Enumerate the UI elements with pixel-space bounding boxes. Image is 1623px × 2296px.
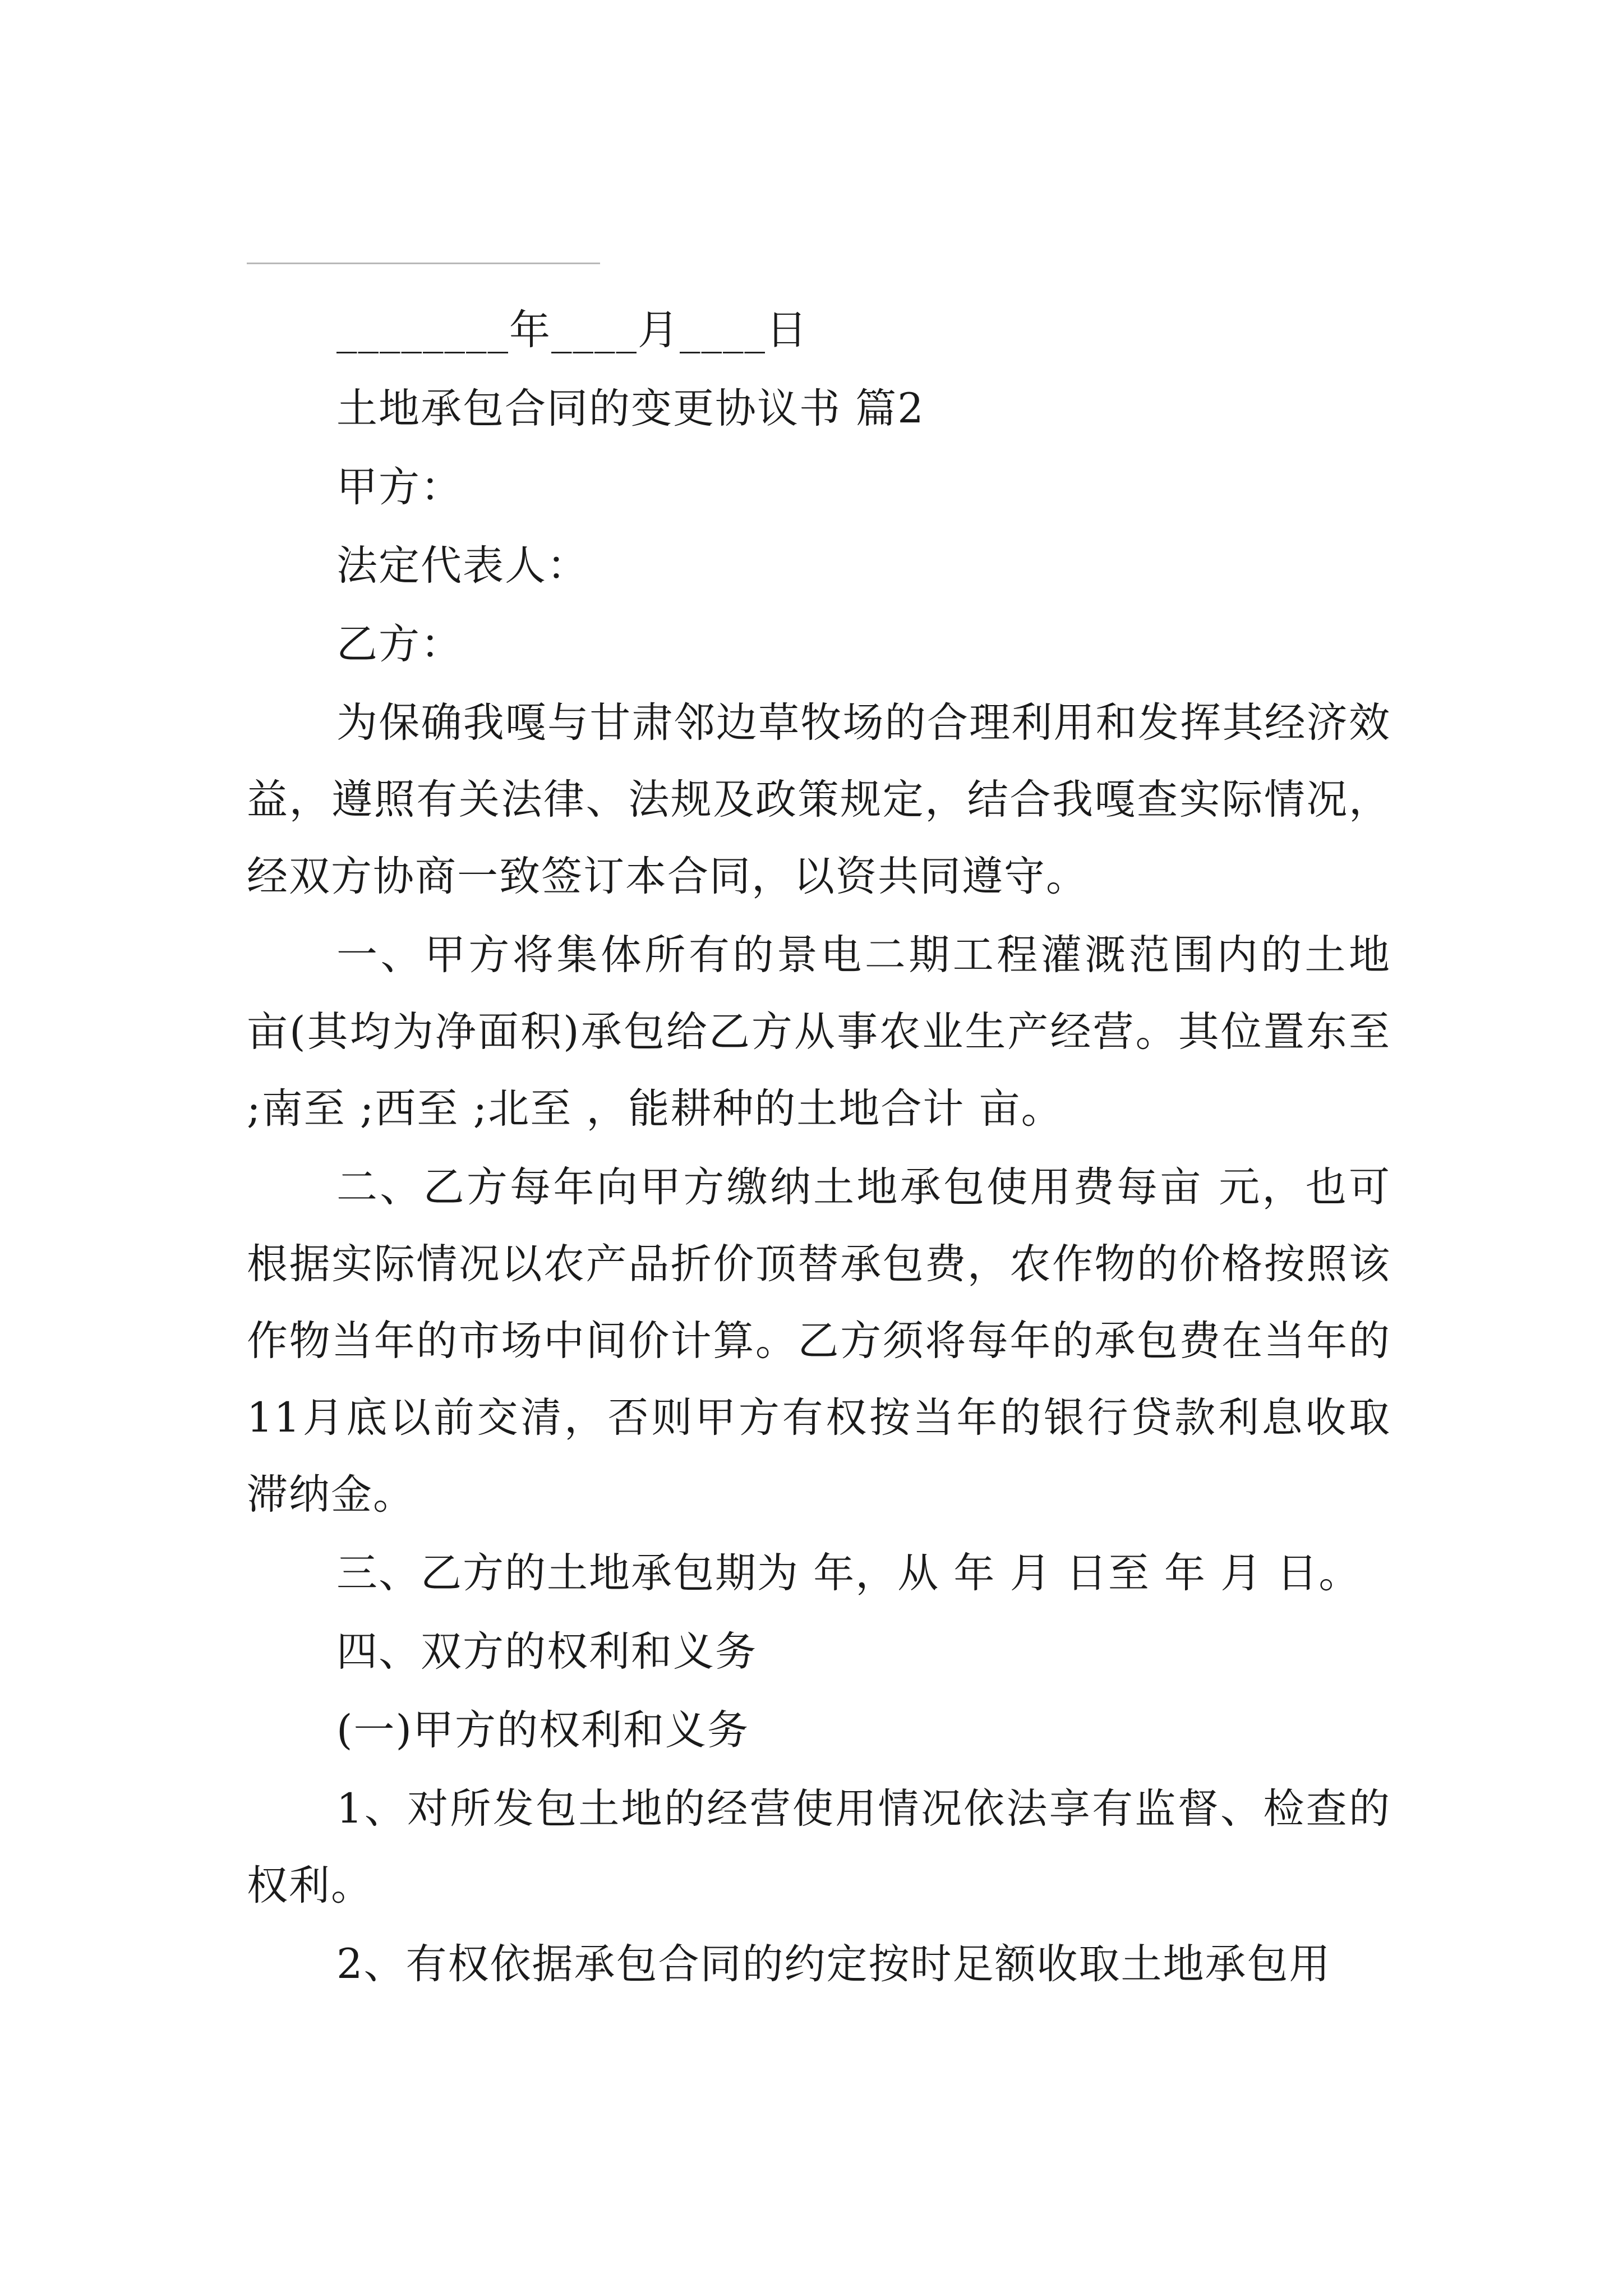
clause-1-paragraph: 一、甲方将集体所有的景电二期工程灌溉范围内的土地 亩(其均为净面积)承包给乙方从事农业生产经营。其位置东至 ;南至 ;西至 ;北至 ，能耕种的土地合计 亩。 <box>247 931 1405 1133</box>
clause-4-heading: 四、双方的权利和义务 <box>336 1628 757 1676</box>
section-title: 土地承包合同的变更协议书 篇2 <box>336 385 925 432</box>
clause-4-1-heading: (一)甲方的权利和义务 <box>336 1706 749 1754</box>
item-2-paragraph: 2、有权依据承包合同的约定按时足额收取土地承包用 <box>336 1940 1331 1988</box>
document-body <box>247 292 1405 2004</box>
top-divider <box>247 263 600 264</box>
legal-rep-label: 法定代表人： <box>336 542 589 590</box>
item-1-paragraph: 1、对所发包土地的经营使用情况依法享有监督、检查的权利。 <box>247 1785 1391 1910</box>
party-b-label: 乙方： <box>336 620 463 668</box>
clause-3-paragraph: 三、乙方的土地承包期为 年，从 年 月 日至 年 月 日。 <box>336 1549 1361 1597</box>
date-line: ________年____月____日 <box>336 306 808 354</box>
clause-2-paragraph: 二、乙方每年向甲方缴纳土地承包使用费每亩 元，也可根据实际情况以农产品折价顶替承包费，农作物的价格按照该作物当年的市场中间价计算。乙方须将每年的承包费在当年的11月底以前交清，否则甲方有权按当年的银行贷款利息收取滞纳金。 <box>247 1163 1391 1519</box>
party-a-label: 甲方： <box>336 463 463 511</box>
preamble-paragraph: 为保确我嘎与甘肃邻边草牧场的合理利用和发挥其经济效益，遵照有关法律、法规及政策规定，结合我嘎查实际情况，经双方协商一致签订本合同，以资共同遵守。 <box>247 699 1391 900</box>
